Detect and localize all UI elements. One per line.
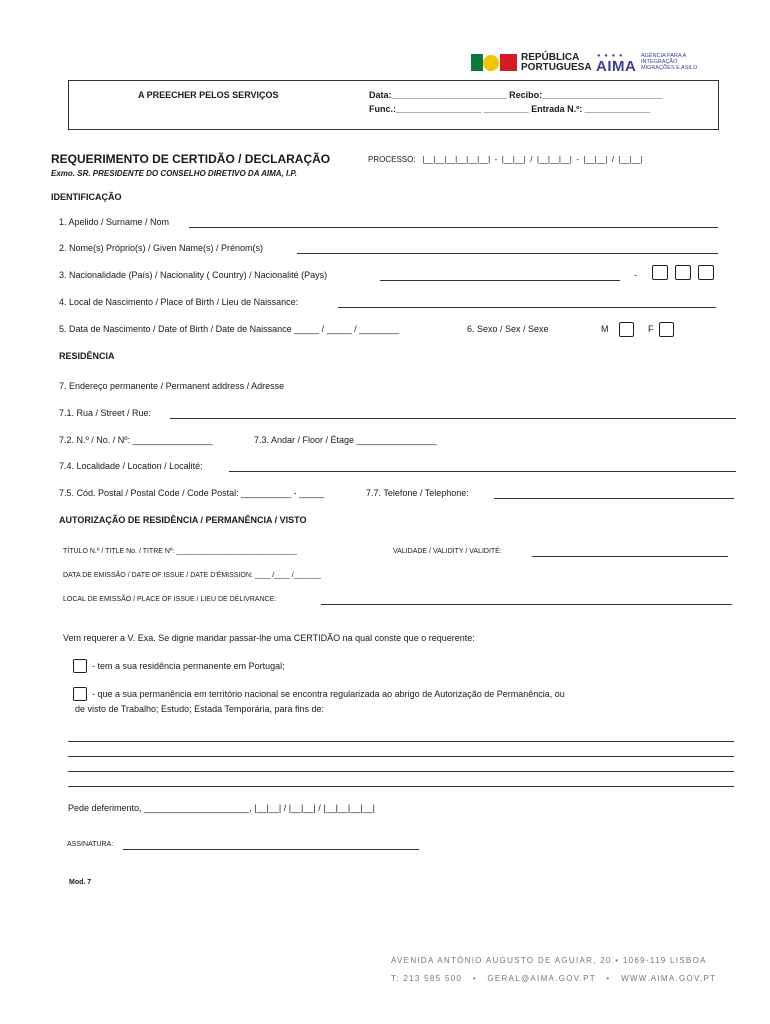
endereco-label: 7. Endereço permanente / Permanent address / Adresse (59, 381, 285, 391)
form-title: REQUERIMENTO DE CERTIDÃO / DECLARAÇÃO (51, 152, 331, 166)
validade-label: VALIDADE / VALIDITY / VALIDITÉ: (393, 548, 502, 555)
titulo-field[interactable]: TÍTULO N.º / TITLE No. / TITRE Nº: _______________________________ (63, 548, 298, 555)
codigo-postal-field[interactable]: 7.5. Cód. Postal / Postal Code / Code Postal: __________ - _____ (59, 488, 325, 498)
permanencia-regularizada-label: - que a sua permanência em território nacional se encontra regularizada ao abrigo de Autorização de Permanência, ou (92, 689, 565, 699)
deferimento-field[interactable]: Pede deferimento, _____________________, |__|__| / |__|__| / |__|__|__|__| (68, 803, 375, 813)
sex-f-checkbox[interactable] (659, 322, 674, 337)
aima-logo-text: AIMA (596, 58, 637, 75)
republica-text: REPÚBLICA PORTUGUESA (521, 52, 592, 73)
services-heading: A PREECHER PELOS SERVIÇOS (138, 90, 279, 100)
validade-input[interactable] (532, 556, 728, 557)
nacionalidade-label: 3. Nacionalidade (País) / Nacionality ( Country) / Nacionalité (Pays) (59, 270, 328, 280)
processo-field[interactable]: PROCESSO: |__|__|__|__|__|__| - |__|__| / |__|__|__| - |__|__| / |__|__| (368, 155, 643, 164)
assinatura-label: ASSINATURA: (67, 841, 114, 848)
purpose-line-3[interactable] (68, 771, 734, 772)
permanencia-regularizada-label-2: de visto de Trabalho; Estudo; Estada Temporária, para fins de: (75, 704, 324, 714)
request-intro: Vem requerer a V. Exa. Se digne mandar passar-lhe uma CERTIDÃO na qual conste que o requerente: (63, 633, 475, 643)
residencia-permanente-checkbox[interactable] (73, 659, 87, 673)
permanencia-regularizada-checkbox[interactable] (73, 687, 87, 701)
andar-field[interactable]: 7.3. Andar / Floor / Étage ________________ (254, 435, 437, 445)
addressee: Exmo. SR. PRESIDENTE DO CONSELHO DIRETIVO DA AIMA, I.P. (51, 169, 297, 178)
local-nascimento-input[interactable] (338, 307, 716, 308)
identificacao-heading: IDENTIFICAÇÃO (51, 192, 122, 202)
localidade-input[interactable] (229, 471, 736, 472)
data-emissao-field[interactable]: DATA DE EMISSÃO / DATE OF ISSUE / DATE D'ÉMISSION: ____ /____ /_______ (63, 572, 321, 579)
telefone-label: 7.7. Telefone / Telephone: (366, 488, 469, 498)
footer-contacts: T: 213 585 500 • GERAL@AIMA.GOV.PT • WWW.AIMA.GOV.PT (391, 974, 717, 983)
purpose-line-2[interactable] (68, 756, 734, 757)
nacionalidade-input[interactable] (380, 280, 620, 281)
local-emissao-input[interactable] (321, 604, 732, 605)
purpose-line-1[interactable] (68, 741, 734, 742)
flag-sphere-icon (483, 55, 499, 71)
nacionalidade-code-box-1[interactable] (652, 265, 668, 280)
telefone-input[interactable] (494, 498, 734, 499)
localidade-label: 7.4. Localidade / Location / Localité: (59, 461, 203, 471)
data-recibo-field[interactable]: Data:_______________________ Recibo:________________________ (369, 90, 663, 100)
mod-label: Mod. 7 (69, 879, 92, 886)
local-nascimento-label: 4. Local de Nascimento / Place of Birth / Lieu de Naissance: (59, 297, 299, 307)
sex-f-label: F (648, 324, 654, 334)
purpose-line-4[interactable] (68, 786, 734, 787)
rua-label: 7.1. Rua / Street / Rue: (59, 408, 152, 418)
autorizacao-heading: AUTORIZAÇÃO DE RESIDÊNCIA / PERMANÊNCIA / VISTO (59, 515, 307, 525)
func-entrada-field[interactable]: Func.:_________________ _________ Entrada N.º: _____________ (369, 104, 650, 114)
footer-address: AVENIDA ANTÓNIO AUGUSTO DE AGUIAR, 20 • 1069-119 LISBOA (391, 956, 707, 965)
nacionalidade-dash: - (634, 270, 637, 280)
residencia-permanente-label: - tem a sua residência permanente em Portugal; (92, 661, 285, 671)
sexo-label: 6. Sexo / Sex / Sexe (467, 324, 549, 334)
apelido-input[interactable] (189, 227, 718, 228)
nome-label: 2. Nome(s) Próprio(s) / Given Name(s) / Prénom(s) (59, 243, 264, 253)
numero-field[interactable]: 7.2. N.º / No. / Nº: ________________ (59, 435, 213, 445)
nome-input[interactable] (297, 253, 718, 254)
flag-red-icon (500, 54, 517, 71)
local-emissao-label: LOCAL DE EMISSÃO / PLACE OF ISSUE / LIEU DE DÉLIVRANCE: (63, 596, 277, 603)
flag-green-icon (471, 54, 483, 71)
aima-dots-icon: ● ● ● ● (597, 53, 624, 59)
assinatura-input[interactable] (123, 849, 419, 850)
apelido-label: 1. Apelido / Surname / Nom (59, 217, 170, 227)
nacionalidade-code-box-2[interactable] (675, 265, 691, 280)
aima-subtitle: AGÊNCIA PARA A INTEGRAÇÃO MIGRAÇÕES E ASILO (641, 53, 698, 71)
data-nascimento-field[interactable]: 5. Data de Nascimento / Date of Birth / Date de Naissance _____ / _____ / ________ (59, 324, 400, 334)
nacionalidade-code-box-3[interactable] (698, 265, 714, 280)
sex-m-label: M (601, 324, 609, 334)
sex-m-checkbox[interactable] (619, 322, 634, 337)
residencia-heading: RESIDÊNCIA (59, 351, 115, 361)
rua-input[interactable] (170, 418, 736, 419)
